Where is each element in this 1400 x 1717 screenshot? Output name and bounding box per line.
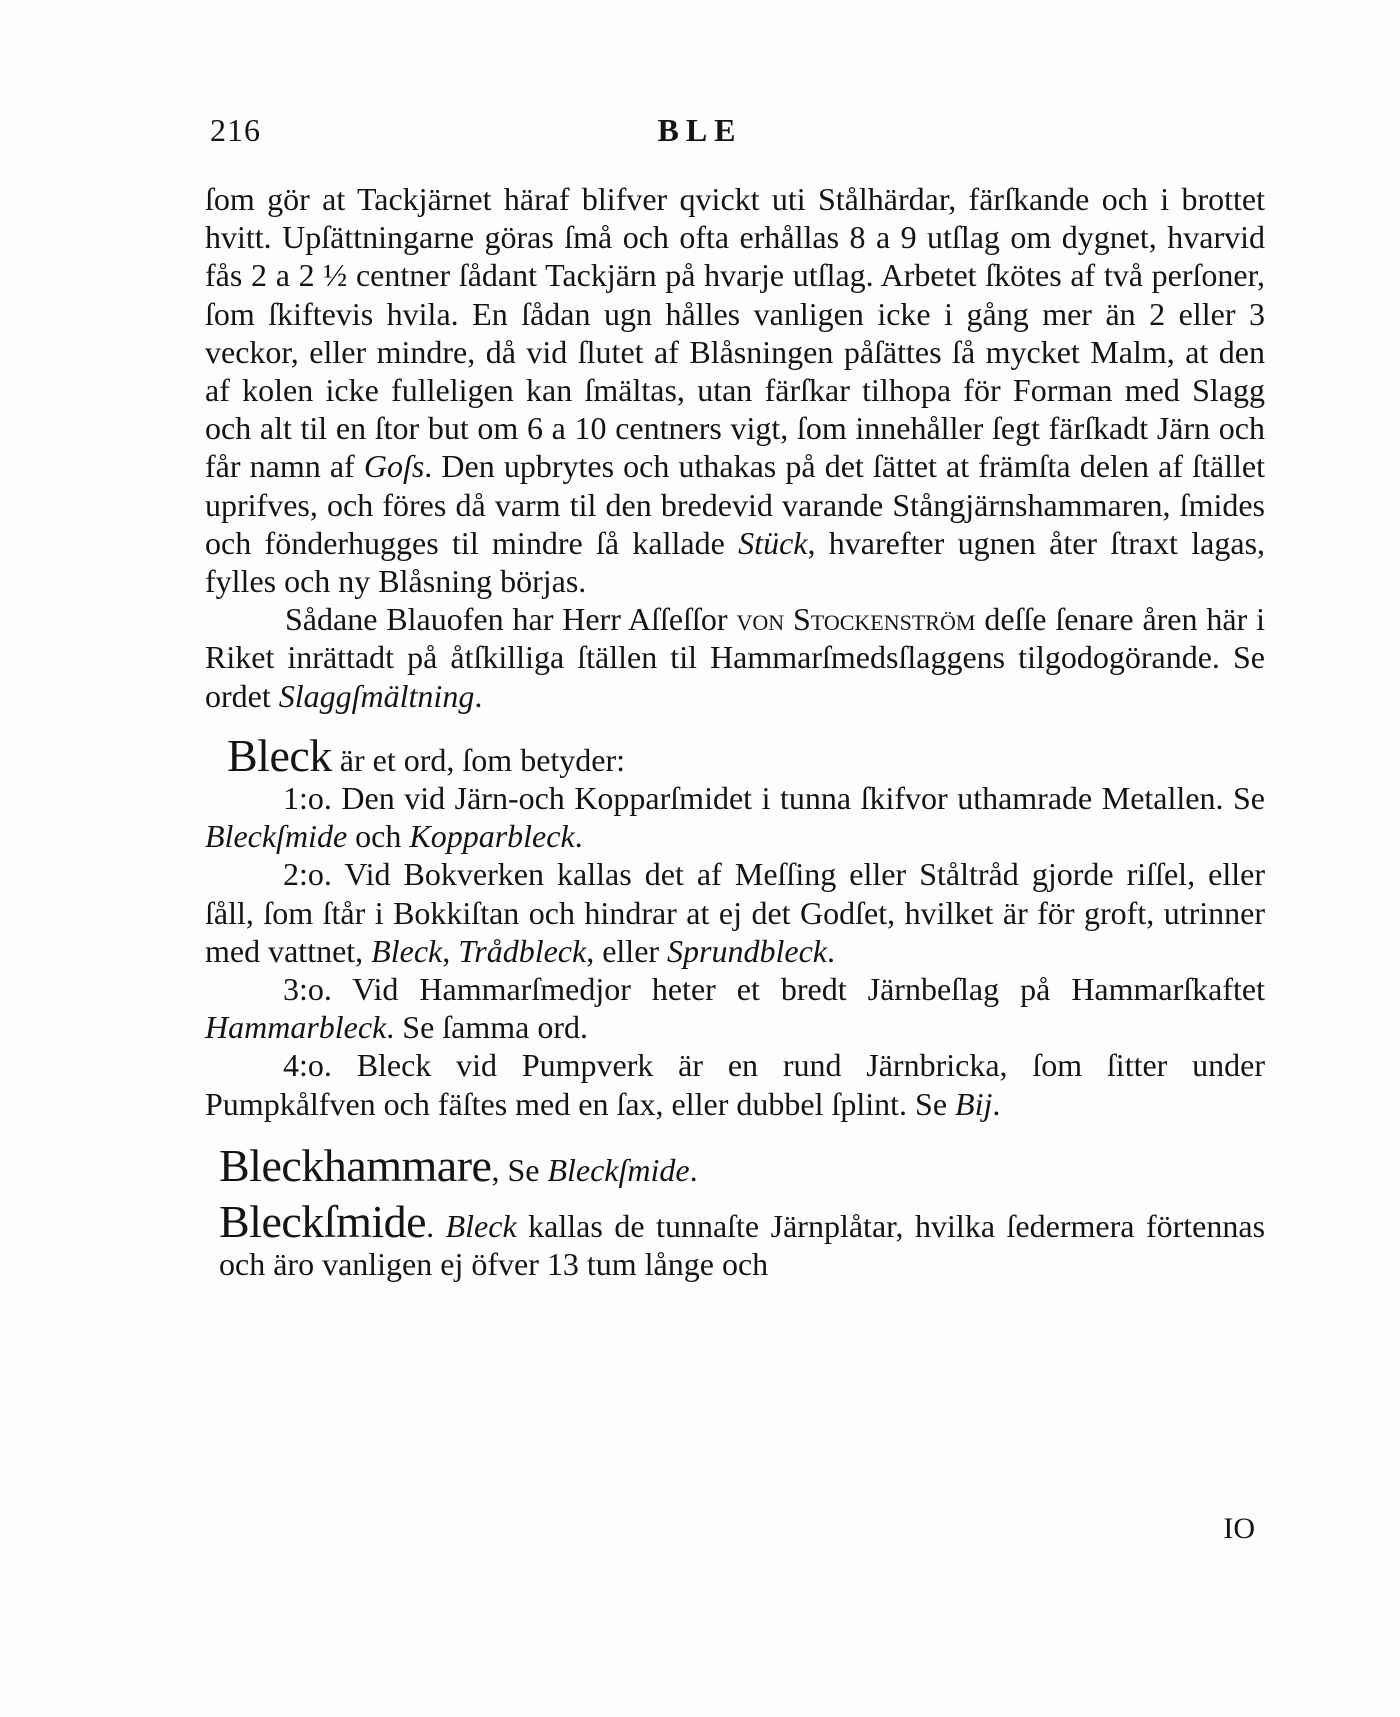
punctuation: . xyxy=(474,677,483,714)
cross-reference: Bleckſmide xyxy=(205,818,348,855)
entry-bleck xyxy=(205,729,1265,1123)
cross-reference: Bleck xyxy=(371,932,443,969)
sense-text: 4:o. Bleck vid Pumpverk är en rund Järnbricka, ſom ſitter under Pumpkålfven och fäſtes med en ſax, eller dubbel ſplint. Se xyxy=(205,1047,1265,1122)
page-number: 216 xyxy=(210,112,261,148)
blauofen-paragraph xyxy=(205,600,1265,715)
sense-text: och xyxy=(355,818,402,855)
punctuation: . xyxy=(827,932,835,969)
entry-intro: är et ord, ſom betyder: xyxy=(331,741,626,778)
page-body xyxy=(205,180,1265,1283)
punctuation: . xyxy=(992,1085,1001,1122)
cross-reference: Bij xyxy=(955,1085,993,1122)
punctuation: . xyxy=(574,818,583,855)
cross-reference: Trådbleck xyxy=(458,932,587,969)
entry-heading xyxy=(205,729,1265,781)
paragraph-text: ſom gör at Tackjärnet häraf blifver qvickt uti Stålhärdar, färſkande och i brottet hvitt. Upſättningarne göras ſmå och ofta erhållas 8 a 9 utſlag om dygnet, hvarvid fås 2 a 2 ½ centner ſådant Tackjärn på hvarje utſlag. Arbetet ſkötes af två perſoner, ſom ſkiftevis hvila. En ſådan ugn hålles vanligen icke i gång mer än 2 eller 3 veckor, eller mindre, då vid ſlutet af Blåsningen påſättes ſå mycket Malm, at den af kolen icke fulleligen kan ſmältas, utan färſkar tilhopa för Forman med Slagg och alt til en ſtor but om 6 a 10 centners vigt, ſom innehåller ſegt färſkadt Järn och får namn af xyxy=(205,181,1265,485)
punctuation: , xyxy=(442,932,459,969)
cross-reference: Hammarbleck xyxy=(205,1009,387,1046)
cross-reference: Kopparbleck xyxy=(409,818,575,855)
cross-reference: Bleck xyxy=(445,1208,517,1245)
sense-text: , eller xyxy=(586,932,668,969)
running-head: BLE xyxy=(657,112,743,148)
sense-text: 2:o. Vid Bokverken kallas det af Meſſing eller Ståltråd gjorde riſſel, eller ſåll, ſom ſtår i Bokkiſtan och hindrar at ej det Godſet, hvilket är för groft, utrinner med vattnet, xyxy=(205,856,1265,969)
cross-reference: Sprundbleck xyxy=(667,932,827,969)
sense-text: 1:o. Den vid Järn-och Kopparſmidet i tunna ſkifvor uthamrade Metallen. Se xyxy=(283,780,1265,817)
paragraph-text-2: . Den upbrytes och uthakas på det ſättet at främſta delen af ſtället uprifves, och föres då varm til den bredevid varande Stångjärnshammaren, ſmides och fönderhugges til mindre ſå kallade xyxy=(205,448,1266,561)
headword: Bleckhammare xyxy=(219,1139,492,1191)
person-name: von Stockenström xyxy=(736,601,976,638)
catchword: IO xyxy=(1223,1512,1255,1545)
term-stuck: Stück xyxy=(738,524,808,561)
term-goss: Goſs xyxy=(363,448,425,485)
sense-4 xyxy=(205,1046,1265,1122)
sense-text: . Se ſamma ord. xyxy=(386,1009,589,1046)
headword: Bleckſmide xyxy=(219,1196,427,1248)
cross-reference: Slaggſmältning xyxy=(278,677,475,714)
continued-paragraph xyxy=(205,180,1265,600)
paragraph-text-3: , hvarefter ugnen åter ſtraxt lagas, fylles och ny Blåsning börjas. xyxy=(205,524,1266,600)
blauofen-text-a: Sådane Blauofen har Herr Aſſeſſor xyxy=(285,601,728,638)
headword: Bleck xyxy=(227,729,332,781)
sense-2 xyxy=(205,855,1265,970)
entry-text: kallas de tunnaſte Järnplåtar, hvilka ſedermera förtennas och äro vanligen ej öfver 13 tum långe och xyxy=(219,1208,1266,1283)
entry-bleckhammare xyxy=(205,1139,1265,1191)
sense-3 xyxy=(205,970,1265,1046)
entry-heading xyxy=(205,1139,1265,1191)
cross-reference: Bleckſmide xyxy=(547,1151,690,1188)
sense-text: 3:o. Vid Hammarſmedjor heter et bredt Järnbeſlag på Hammarſkaftet xyxy=(283,971,1265,1008)
punctuation: . xyxy=(426,1208,435,1245)
page-header xyxy=(210,112,1190,162)
blauofen-text-b: deſſe ſenare åren här i Riket inrättadt på åtſkilliga ſtällen til Hammarſmedsſlaggens tilgodogörande. Se ordet xyxy=(205,601,1266,714)
punctuation: . xyxy=(689,1151,698,1188)
entry-bleckfmide xyxy=(205,1196,1266,1283)
entry-paragraph xyxy=(205,1196,1266,1283)
entry-intro: , Se xyxy=(491,1151,540,1188)
sense-1 xyxy=(205,779,1265,855)
